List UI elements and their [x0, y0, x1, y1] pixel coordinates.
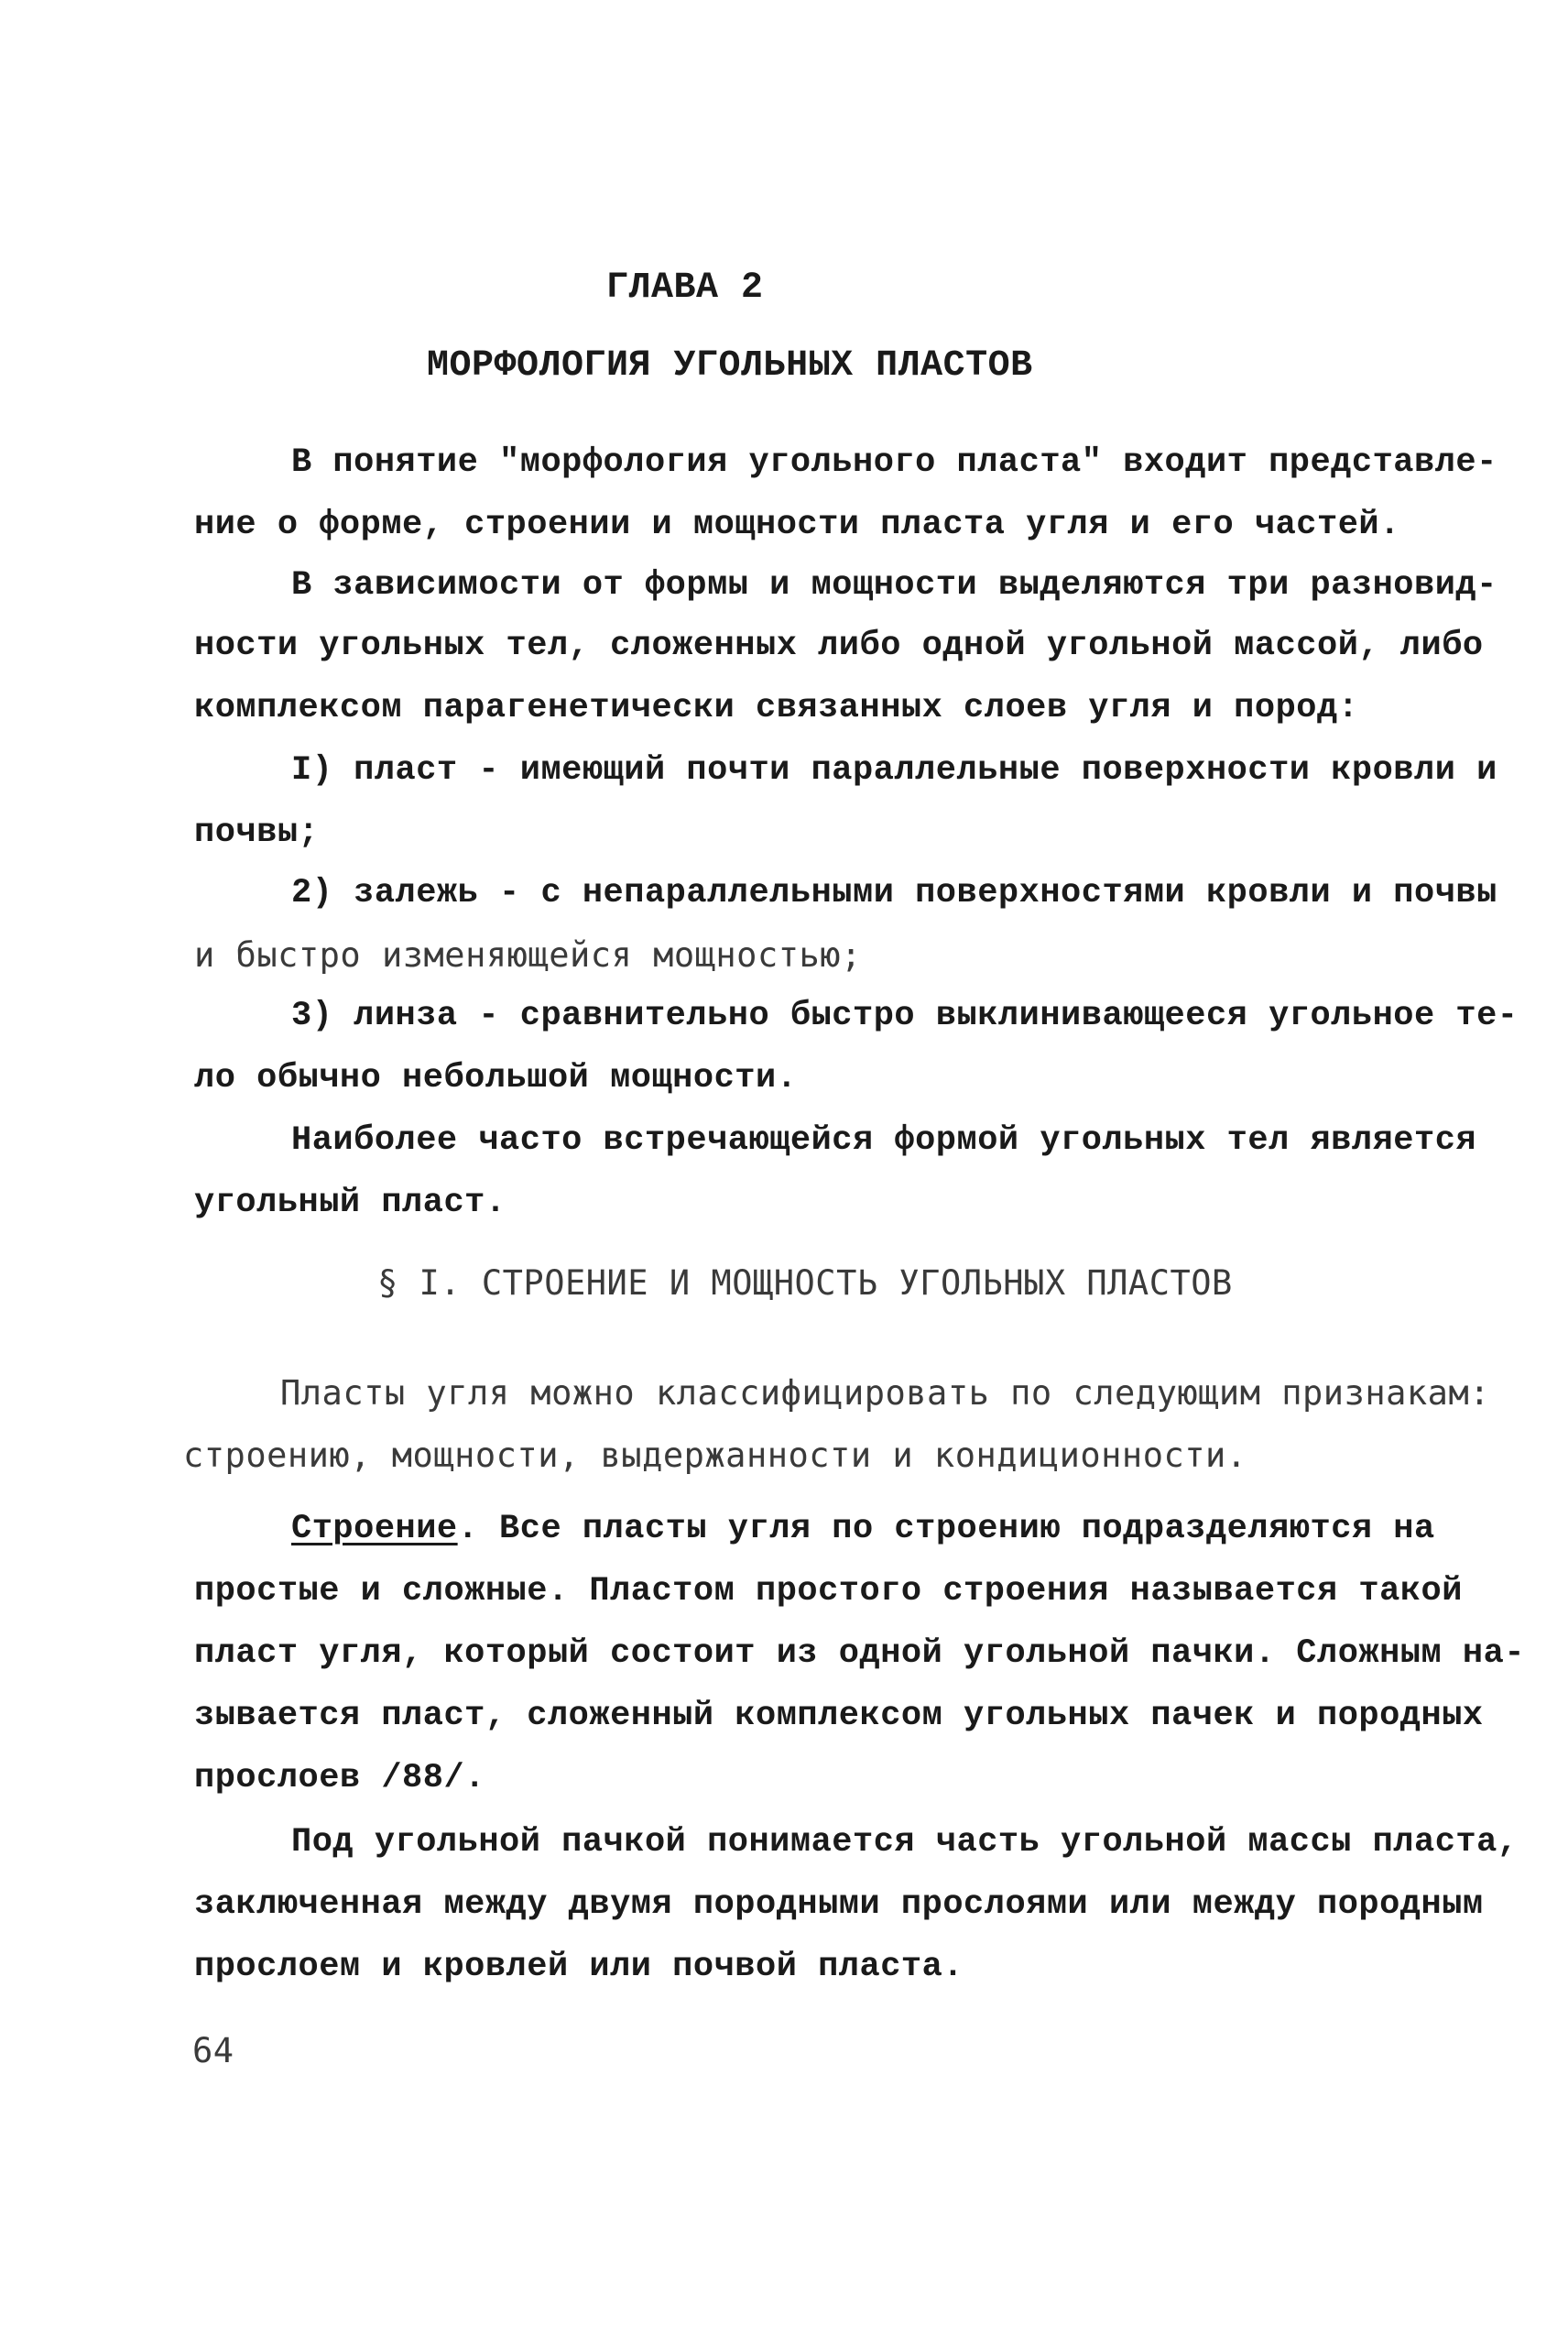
text-line: В понятие "морфология угольного пласта" входит представле- [291, 443, 1497, 482]
text-line: угольный пласт. [194, 1184, 506, 1222]
text-line: Пласты угля можно классифицировать по следующим признакам: [280, 1373, 1491, 1413]
term-structure: Строение [291, 1510, 458, 1548]
text-line: Наиболее часто встречающейся формой угольных тел является [291, 1121, 1477, 1160]
text-line: пласт угля, который состоит из одной угольной пачки. Сложным на- [194, 1634, 1526, 1673]
text-line: строению, мощности, выдержанности и кондиционности. [183, 1436, 1247, 1475]
text-line: ности угольных тел, сложенных либо одной угольной массой, либо [194, 627, 1484, 665]
text-line: зывается пласт, сложенный комплексом угольных пачек и породных [194, 1697, 1484, 1735]
list-item: 2) залежь - с непараллельными поверхностями кровли и почвы [291, 874, 1497, 912]
text-line: В зависимости от формы и мощности выделяются три разновид- [291, 566, 1497, 605]
list-item: 3) линза - сравнительно быстро выклинивающееся угольное те- [291, 997, 1519, 1035]
list-item: I) пласт - имеющий почти параллельные поверхности кровли и [291, 751, 1497, 790]
text-line: прослоев /88/. [194, 1759, 485, 1797]
text-line [291, 1506, 1435, 1552]
chapter-title: МОРФОЛОГИЯ УГОЛЬНЫХ ПЛАСТОВ [427, 345, 1033, 387]
list-item: ло обычно небольшой мощности. [194, 1059, 798, 1097]
list-item: и быстро изменяющейся мощностью; [194, 935, 862, 975]
list-item: почвы; [194, 814, 320, 852]
page-number: 64 [192, 2031, 234, 2070]
text-line: Под угольной пачкой понимается часть угольной массы пласта, [291, 1823, 1519, 1862]
chapter-label: ГЛАВА 2 [606, 268, 764, 309]
text-line: прослоем и кровлей или почвой пласта. [194, 1948, 964, 1986]
text-line: комплексом парагенетически связанных слоев угля и пород: [194, 689, 1359, 727]
text-line: простые и сложные. Пластом простого строения называется такой [194, 1572, 1463, 1611]
text-line: ние о форме, строении и мощности пласта угля и его частей. [194, 506, 1400, 544]
section-heading: § I. СТРОЕНИЕ И МОЩНОСТЬ УГОЛЬНЫХ ПЛАСТОВ [377, 1263, 1233, 1303]
text-line: заключенная между двумя породными прослоями или между породным [194, 1885, 1484, 1924]
text-run: . Все пласты угля по строению подразделяются на [457, 1510, 1435, 1548]
